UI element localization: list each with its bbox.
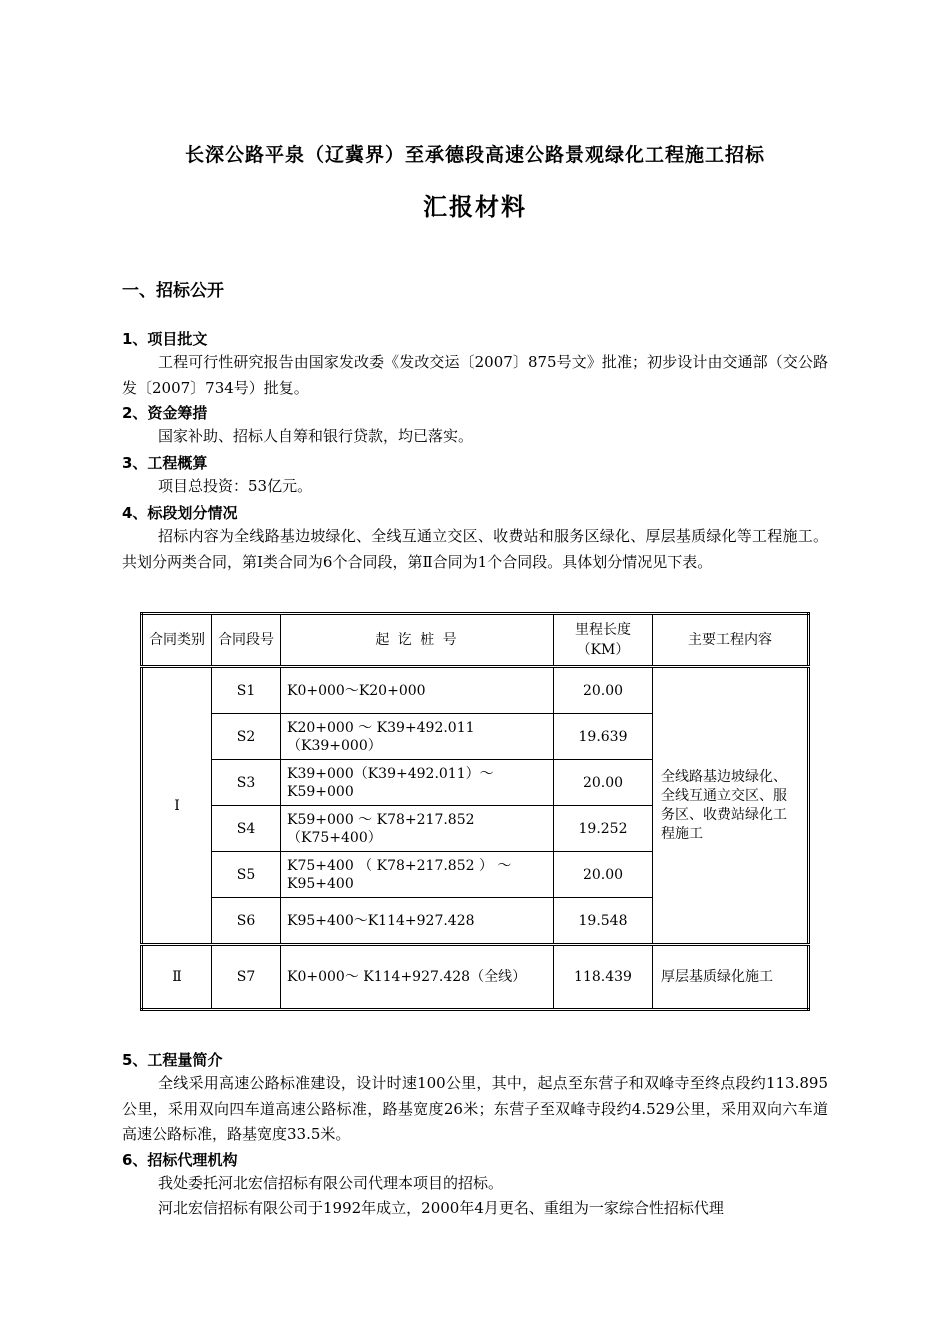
table-row — [142, 667, 809, 714]
header-type: 合同类别 — [142, 614, 212, 667]
item-6-text: 我处委托河北宏信招标有限公司代理本项目的招标。 — [158, 1174, 504, 1192]
table-row — [142, 945, 809, 1010]
length-cell: 19.639 — [554, 714, 653, 760]
range-cell: K95+400～K114+927.428 — [281, 898, 554, 945]
item-2-text: 国家补助、招标人自筹和银行贷款，均已落实。 — [158, 427, 474, 445]
length-cell: 118.439 — [554, 945, 653, 1010]
header-length: 里程长度（KM） — [554, 614, 653, 667]
section-cell: S1 — [212, 667, 281, 714]
item-4-heading: 4、标段划分情况 — [122, 504, 238, 522]
item-5-text: 全线采用高速公路标准建设，设计时速100公里，其中，起点至东营子和双峰寺至终点段约113.895公里，采用双向四车道高速公路标准，路基宽度26米；东营子至双峰寺段约4.529公里，采用双向六车道高速公路标准，路基宽度33.5米。 — [122, 1074, 828, 1143]
section-cell: S3 — [212, 760, 281, 806]
item-2-heading: 2、资金筹措 — [122, 404, 208, 422]
length-cell: 19.548 — [554, 898, 653, 945]
item-1-text: 工程可行性研究报告由国家发改委《发改交运〔2007〕875号文》批准；初步设计由交通部（交公路发〔2007〕734号）批复。 — [122, 353, 828, 397]
table-header-row — [142, 614, 809, 667]
section-cell: S7 — [212, 945, 281, 1010]
header-section: 合同段号 — [212, 614, 281, 667]
content-cell-1: 全线路基边坡绿化、全线互通立交区、服务区、收费站绿化工程施工 — [653, 667, 809, 945]
item-4-text: 招标内容为全线路基边坡绿化、全线互通立交区、收费站和服务区绿化、厚层基质绿化等工程施工。共划分两类合同，第Ⅰ类合同为6个合同段，第Ⅱ合同为1个合同段。具体划分情况见下表。 — [122, 527, 828, 571]
header-content: 主要工程内容 — [653, 614, 809, 667]
range-cell: K59+000 ～ K78+217.852（K75+400） — [281, 806, 554, 852]
contract-type-1: Ⅰ — [142, 667, 212, 945]
section-cell: S4 — [212, 806, 281, 852]
item-3-heading: 3、工程概算 — [122, 454, 208, 472]
item-3-text: 项目总投资：53亿元。 — [158, 477, 313, 495]
contract-section-table — [140, 612, 810, 1011]
length-cell: 20.00 — [554, 760, 653, 806]
section-cell: S6 — [212, 898, 281, 945]
length-cell: 19.252 — [554, 806, 653, 852]
contract-type-2: Ⅱ — [142, 945, 212, 1010]
length-cell: 20.00 — [554, 667, 653, 714]
document-title: 长深公路平泉（辽冀界）至承德段高速公路景观绿化工程施工招标 — [184, 144, 765, 166]
range-cell: K75+400 （ K78+217.852 ） ～ K95+400 — [281, 852, 554, 898]
length-cell: 20.00 — [554, 852, 653, 898]
range-cell: K0+000～ K114+927.428（全线） — [281, 945, 554, 1010]
document-subtitle: 汇报材料 — [423, 192, 527, 221]
content-cell-2: 厚层基质绿化施工 — [653, 945, 809, 1010]
range-cell: K0+000～K20+000 — [281, 667, 554, 714]
section-cell: S5 — [212, 852, 281, 898]
range-cell: K39+000（K39+492.011）～ K59+000 — [281, 760, 554, 806]
item-6-text-continued: 河北宏信招标有限公司于1992年成立，2000年4月更名、重组为一家综合性招标代理 — [158, 1199, 724, 1217]
item-1-heading: 1、项目批文 — [122, 330, 208, 348]
range-cell: K20+000 ～ K39+492.011（K39+000） — [281, 714, 554, 760]
section-heading: 一、招标公开 — [122, 281, 224, 301]
section-cell: S2 — [212, 714, 281, 760]
header-range: 起 讫 桩 号 — [281, 614, 554, 667]
item-6-heading: 6、招标代理机构 — [122, 1151, 238, 1169]
item-5-heading: 5、工程量简介 — [122, 1051, 223, 1069]
